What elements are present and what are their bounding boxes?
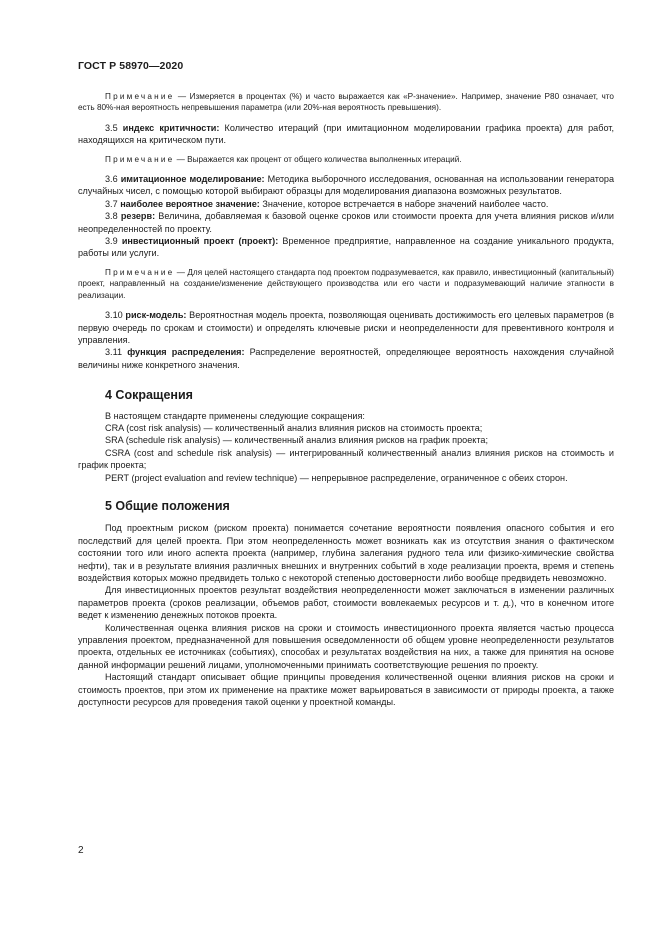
term-3-6 <box>78 173 614 198</box>
term-definition: Количество итераций (при имитационном моделировании графика проекта) для работ, находящихся на критическом пути. <box>78 122 614 146</box>
term-title: индекс критичности: <box>122 122 220 133</box>
note-label: Примечание <box>105 154 175 164</box>
term-definition: Временное предприятие, направленное на создание уникального продукта, работы или услуги. <box>78 236 615 259</box>
section-4-intro: В настоящем стандарте применены следующие сокращения: <box>105 410 365 421</box>
note-3 <box>78 267 614 301</box>
term-title: имитационное моделирование: <box>120 174 265 185</box>
abbreviation-item: CRA (cost risk analysis) — количественный анализ влияния рисков на стоимость проекта; <box>105 422 483 433</box>
term-3-5 <box>78 122 614 147</box>
term-title: функция распределения: <box>127 347 245 358</box>
term-number: 3.6 <box>105 174 118 185</box>
term-definition: Значение, которое встречается в наборе значений наиболее часто. <box>259 198 549 209</box>
term-3-9 <box>78 235 614 260</box>
note-2 <box>78 154 614 165</box>
term-title: наиболее вероятное значение: <box>120 198 260 209</box>
term-definition: Величина, добавляемая к базовой оценке сроков или стоимости проекта для учета влияния рисков и/или неопределенностей по проекту. <box>78 211 614 234</box>
term-definition: Распределение вероятностей, определяющее вероятность нахождения случайной величины ниже конкретного значения. <box>78 347 614 370</box>
abbreviation-item: SRA (schedule risk analysis) — количественный анализ влияния рисков на график проекта; <box>105 435 488 446</box>
term-number: 3.7 <box>105 198 118 209</box>
term-number: 3.9 <box>105 236 118 247</box>
document-body <box>78 91 614 708</box>
section-5-heading: 5 Общие положения <box>105 498 230 513</box>
term-number: 3.10 <box>105 310 123 321</box>
term-3-7 <box>78 198 614 210</box>
term-definition: Вероятностная модель проекта, позволяющая оценивать достижимость его целевых параметров (в первую очередь по срокам и стоимости) и определять ключевые риски и неопределенности для превентивного контроля и управления. <box>78 310 615 345</box>
note-1 <box>78 91 614 114</box>
section-5-paragraph: Под проектным риском (риском проекта) понимается сочетание вероятности появления опасного события и его последствий для целей проекта. При этом неопределенность может возникать как из отсутствия знания о фактическом состоянии того или иного аспекта проекта (например, глубина залегания рудного тела или физико-химические свойства нефти), так и в результате влияния различных внешних и внутренних событий в ходе реализации проекта, время и степень воздействия которых можно предвидеть только с некоторой степенью достоверности либо вообще предвидеть невозможно. <box>78 523 614 583</box>
section-4-heading: 4 Сокращения <box>105 388 193 403</box>
term-definition: Методика выборочного исследования, основанная на использовании генератора случайных чисел, с помощью которой выбирают образцы для моделирования диапазона возможных результатов. <box>78 174 615 197</box>
section-5-paragraph: Настоящий стандарт описывает общие принципы проведения количественной оценки влияния рисков на сроки и стоимость проектов, при этом их применение на практике может варьироваться в зависимости от природы проекта, а также доступности ресурсов для проведения такой оценки у проектной команды. <box>78 672 614 708</box>
term-3-10 <box>78 309 614 346</box>
term-title: риск-модель: <box>125 310 187 321</box>
term-3-8 <box>78 210 614 235</box>
term-number: 3.11 <box>105 347 123 358</box>
term-number: 3.8 <box>105 211 118 222</box>
note-label: Примечание <box>105 92 175 101</box>
page-number: 2 <box>78 845 84 856</box>
note-text: — Выражается как процент от общего количества выполненных итераций. <box>174 154 462 164</box>
abbreviation-item: PERT (project evaluation and review technique) — непрерывное распределение, ограниченное с обеих сторон. <box>105 472 568 483</box>
note-label: Примечание <box>105 267 175 277</box>
term-title: резерв: <box>120 211 156 222</box>
section-5-paragraph: Количественная оценка влияния рисков на сроки и стоимость инвестиционного проекта является частью процесса управления проектом, предназначенной для повышения осведомленности об общем уровне неопределенности результатов проекта, отдельных ее источниках (событиях), способах и результатах воздействия на них, а также для принятия на основе данной информации решений лицами, уполномоченными принимать соответствующие решения по проекту. <box>78 622 614 670</box>
section-5-paragraph: Для инвестиционных проектов результат воздействия неопределенности может заключаться в изменении различных параметров проекта (сроков реализации, объемов работ, стоимости вовлекаемых ресурсов и т. д.), что в конечном итоге ведет к изменению денежных потоков проекта. <box>78 585 614 621</box>
note-text: — Для целей настоящего стандарта под проектом подразумевается, как правило, инвестиционный (капитальный) проект, направленный на создание/изменение действующего производства или его части и подразумевающий наличие этапности в реализации. <box>78 267 614 300</box>
abbreviation-item: CSRA (cost and schedule risk analysis) — интегрированный количественный анализ влияния рисков на стоимость и график проекта; <box>78 447 614 471</box>
term-number: 3.5 <box>105 122 118 133</box>
document-header: ГОСТ Р 58970—2020 <box>78 60 184 72</box>
term-title: инвестиционный проект (проект): <box>121 236 279 247</box>
note-text: — Измеряется в процентах (%) и часто выражается как «Р-значение». Например, значение P80 означает, что есть 80%-ная вероятность непревышения параметра (или 20%-ная вероятность превышения). <box>78 92 614 113</box>
term-3-11 <box>78 346 614 371</box>
